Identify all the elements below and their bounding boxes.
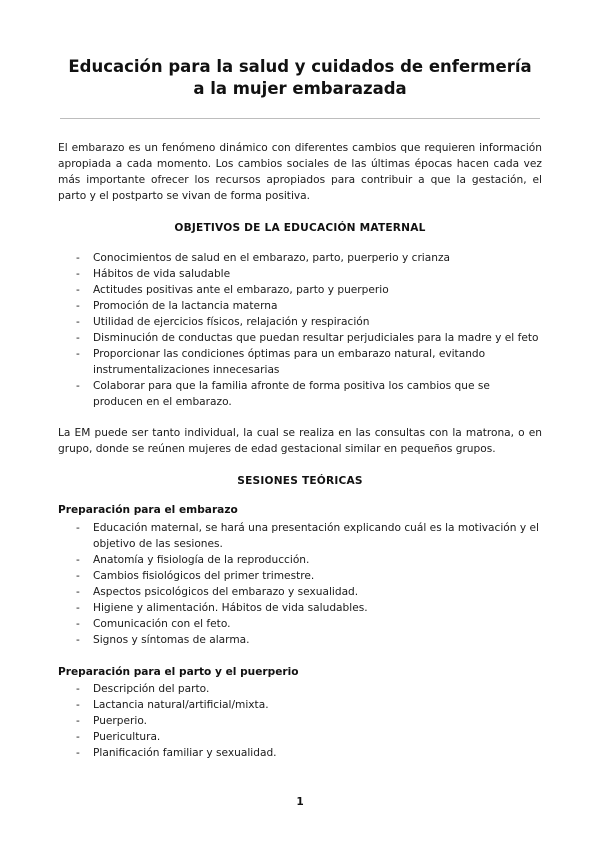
list-item: - Educación maternal, se hará una presentación explicando cuál es la motivación y el objetivo de las sesiones.: [76, 522, 539, 550]
list-item: - Utilidad de ejercicios físicos, relajación y respiración: [76, 316, 370, 328]
objectives-heading: OBJETIVOS DE LA EDUCACIÓN MATERNAL: [174, 222, 426, 234]
page-number: 1: [296, 796, 304, 808]
list-item: - Puerperio.: [76, 715, 147, 727]
list-item: - Higiene y alimentación. Hábitos de vida saludables.: [76, 602, 368, 614]
intro-paragraph: El embarazo es un fenómeno dinámico con diferentes cambios que requieren información apropiada a cada momento. Los cambios sociales de las últimas épocas hacen cada vez más importante ofrecer los recursos apropiados para contribuir a que la gestación, el parto y el postparto se vivan de forma positiva.: [58, 142, 542, 202]
pregnancy-subheading: Preparación para el embarazo: [58, 504, 238, 516]
list-item: - Conocimientos de salud en el embarazo, parto, puerperio y crianza: [76, 252, 450, 264]
list-item: - Promoción de la lactancia materna: [76, 300, 278, 312]
list-item: - Disminución de conductas que puedan resultar perjudiciales para la madre y el feto: [76, 332, 539, 344]
birth-subheading: Preparación para el parto y el puerperio: [58, 666, 299, 678]
list-item: - Planificación familiar y sexualidad.: [76, 747, 277, 759]
list-item: - Cambios fisiológicos del primer trimestre.: [76, 570, 315, 582]
list-item: - Hábitos de vida saludable: [76, 268, 231, 280]
objectives-list: [76, 250, 543, 410]
sessions-heading: SESIONES TEÓRICAS: [237, 475, 363, 487]
list-item: - Puericultura.: [76, 731, 161, 743]
title-divider: [60, 118, 540, 119]
list-item: - Signos y síntomas de alarma.: [76, 634, 250, 646]
list-item: - Anatomía y fisiología de la reproducción.: [76, 554, 310, 566]
em-paragraph: La EM puede ser tanto individual, la cual se realiza en las consultas con la matrona, o en grupo, donde se reúnen mujeres de edad gestacional similar en pequeños grupos.: [58, 427, 542, 455]
list-item: - Descripción del parto.: [76, 683, 210, 695]
list-item: - Lactancia natural/artificial/mixta.: [76, 699, 269, 711]
list-item: - Comunicación con el feto.: [76, 618, 231, 630]
list-item: - Actitudes positivas ante el embarazo, parto y puerperio: [76, 284, 389, 296]
list-item: - Aspectos psicológicos del embarazo y sexualidad.: [76, 586, 359, 598]
pregnancy-list: [76, 520, 543, 648]
list-item: - Colaborar para que la familia afronte de forma positiva los cambios que se producen en el embarazo.: [76, 380, 490, 408]
document-title: Educación para la salud y cuidados de enfermería a la mujer embarazada: [68, 57, 532, 98]
birth-list: [76, 681, 543, 761]
list-item: - Proporcionar las condiciones óptimas para un embarazo natural, evitando instrumentalizaciones innecesarias: [76, 348, 486, 376]
